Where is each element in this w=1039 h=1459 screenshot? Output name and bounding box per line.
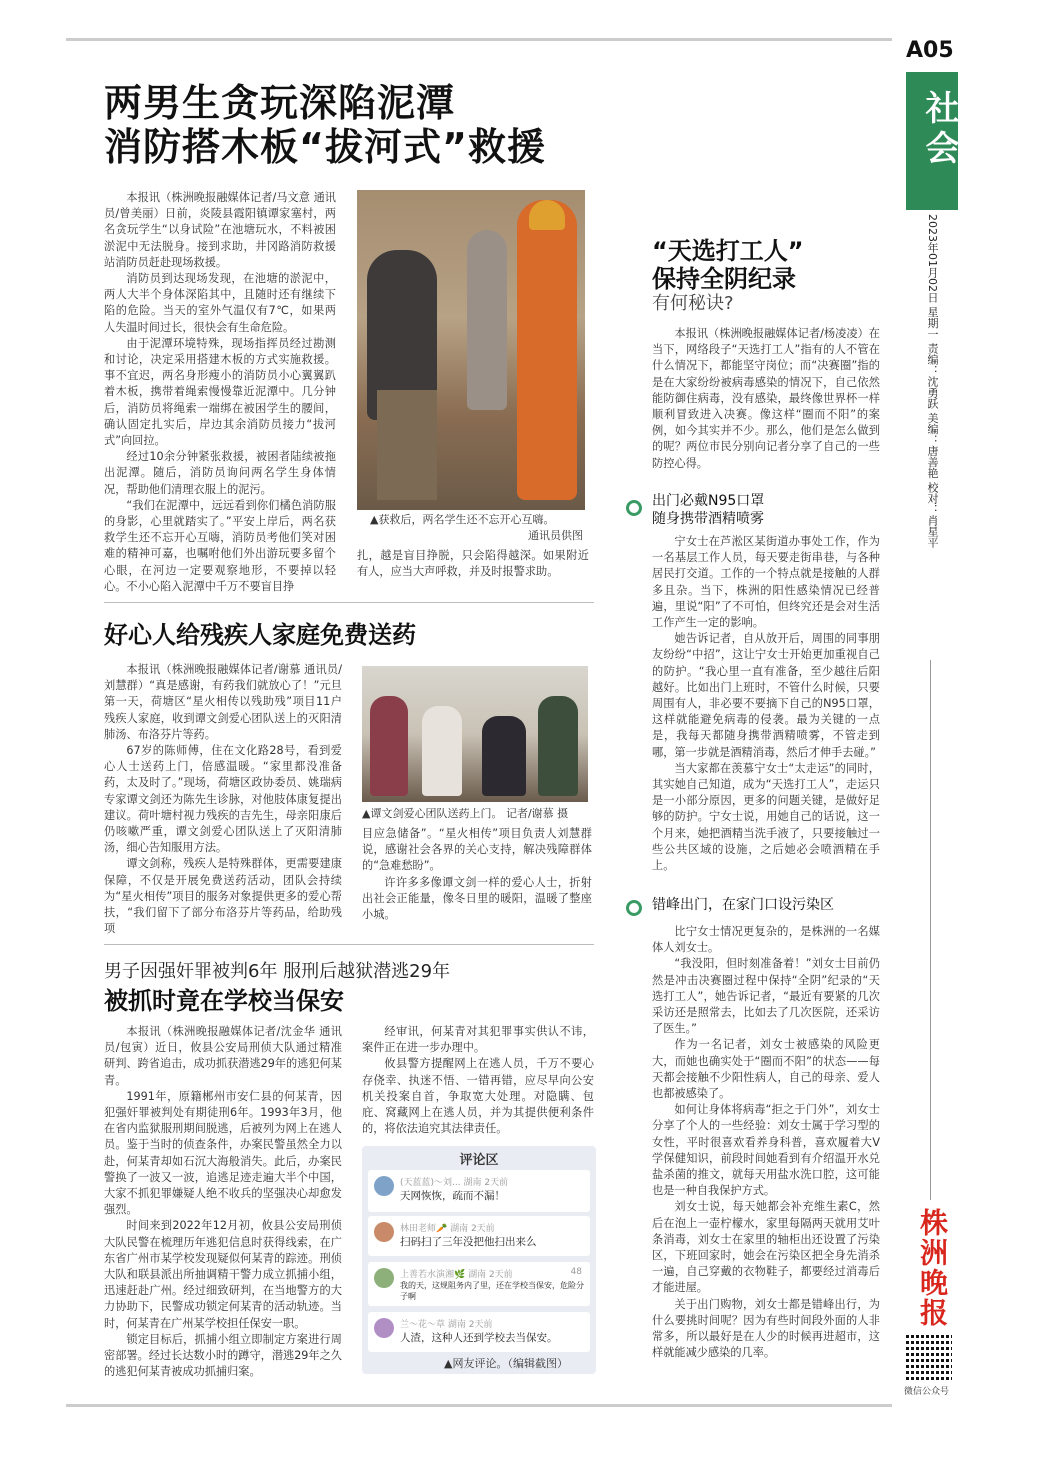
comment-item: (天蓝蓝)～刘... 湖南 2天前 天网恢恢，疏而不漏！ (368, 1170, 590, 1212)
page-number: A05 (906, 38, 954, 63)
comment-header: 评论区 (459, 1153, 499, 1168)
divider-2 (104, 944, 594, 945)
article4-sub2-body: 比宁女士情况更复杂的，是株洲的一名媒体人刘女士。 “我没阳，但时刻准备着！”刘女士目前仍然是冲击决赛圈过程中保持“全阴”纪录的“天选打工人”，她告诉记者，“最近有要紧的几次采访还是照常去，比如去了几次医院，还采访了医生。” 作为一名记者，刘女士被感染的风险更大，而她也确实处于“圈而不阳”的状态——每天都会接触不少阳性病人，自己的母亲、爱人也都被感染了。 如何让身体将病毒“拒之于门外”，刘女士分享了个人的一些经验：刘女士属于学习型的女性，平时很喜欢看养身科普，喜欢履着大V学保健知识，前段时间她看到有介绍温开水兑盐杀菌的推文，就每天用盐水洗口腔，这可能也是一种自我保护方式。 刘女士说，每天她都会补充维生素C，然后在泡上一壶柠檬水，家里每隔两天就用艾叶条消毒，刘女士在家里的轴柜出还设置了污染区，下班回家时，她会在污染区把全身先消杀一遍，自己穿戴的衣物鞋子，都要经过消毒后才能进屋。 关于出门购物，刘女士都是错峰出行，为什么要挑时间呢？因为有些时间段外面的人非常多，所以最好是在人少的时候再进超市，这样就能减少感染的几率。 (652, 925, 880, 1360)
subhead-marker-1 (626, 500, 642, 516)
divider-1 (104, 602, 594, 603)
article3-body-col1: 本报讯（株洲晚报融媒体记者/沈金华 通讯员/包寅）近日，攸县公安局刑侦大队通过精准研判、跨省追击，成功抓获潜逃29年的逃犯何某青。 1991年，原籍郴州市安仁县的何某青，因犯强奸罪被判处有期徒刑6年。1993年3月，他在省内监狱服刑期间脱逃，后被列为网上在逃人员。鉴于当时的侦查条件，办案民警虽然全力以赴，何某青却如石沉大海般消失。此后，办案民警换了一波又一波，追逃足迹走遍大半个中国，大家不抓犯罪嫌疑人绝不收兵的坚强决心却愈发强烈。 时间来到2022年12月初，攸县公安局刑侦大队民警在梳理历年逃犯信息时获得线索，在广东省广州市某学校发现疑似何某青的踪迹。刑侦大队和联县派出所抽调精干警力成立抓捕小组，迅速赶赴广州。经过细致研判，在当地警方的大力协助下，民警成功锁定何某青的活动轨迹。当时，何某青在广州某学校担任保安一职。 锁定目标后，抓捕小组立即制定方案进行周密部署。经过长达数小时的蹲守，潜逃29年之久的逃犯何某青被成功抓捕归案。 (104, 1025, 342, 1379)
avatar (374, 1268, 394, 1288)
article1-title-line2: 消防搭木板“拔河式”救援 (104, 125, 546, 169)
rescue-photo (357, 190, 585, 510)
article4-subtitle: 有何秘诀? (652, 293, 734, 314)
article4-sub1-body: 宁女士在芦淞区某街道办事处工作，作为一名基层工作人员，每天要走街串巷，与各种居民打交道。工作的一个特点就是接触的人群多且杂。当下，株洲的阳性感染情况已经普遍，里说“阳”了不可怕，但终究还是会对生活工作产生一定的影响。 她告诉记者，自从放开后，周围的同事朋友纷纷“中招”，这让宁女士开始更加重视自己的防护。“我心里一直有准备，至少越往后阳越好。比如出门上班时，不管什么时候，只要周围有人，非必要不要摘下自己的N95口罩，这样就能避免病毒的侵袭。最为关键的一点是，我每天都随身携带酒精喷雾，不管走到哪，第一步就是酒精消毒，然后才伸手去碰。” 当大家都在羡慕宁女士“太走运”的同时，其实她自己知道，成为“天选打工人”，走运只是一小部分原因，更多的问题关键，是做好足够的防护。宁女士说，用她自己的话说，这一个月来，她把酒精当洗手液了，只要接触过一些公共区域的设施，之后她必会喷酒精在手上。 (652, 535, 880, 873)
article2-title: 好心人给残疾人家庭免费送药 (104, 621, 416, 649)
rescue-photo-caption: ▲获救后，两名学生还不忘开心互嗨。 (370, 513, 555, 526)
article3-body-col2: 经审讯，何某青对其犯罪事实供认不讳，案件正在进一步办理中。 攸县警方提醒网上在逃人员，千万不要心存侥幸、执迷不悟、一错再错，应尽早向公安机关投案自首，争取宽大处理。对隐瞒、包庇、窝藏网上在逃人员，并为其提供便利条件的，将依法追究其法律责任。 (362, 1025, 594, 1136)
comment-item: 上善若水演湘🌿 湖南 2天前 48 我的天，这规阻务内了里，还在学校当保安，危险分子啊 (368, 1262, 590, 1306)
comment-item: 兰～花～草 湖南 2天前 人渣，这种人还到学校去当保安。 (368, 1312, 590, 1352)
avatar (374, 1176, 394, 1196)
top-rule (66, 38, 892, 41)
article1-title-line1: 两男生贪玩深陷泥潭 (104, 81, 456, 125)
masthead-logo: 株洲晚报 (916, 1208, 949, 1328)
sidebar-rule (930, 660, 931, 1200)
article2-body-col2: 目应急储备”。“星火相传”项目负责人刘慧群说，感谢社会各界的关心支持，解决残障群体的“急难愁盼”。 许许多多像谭文剑一样的爱心人士，折射出社会正能量，像冬日里的暖阳，温暖了整座小城。 (362, 827, 592, 922)
article1-body-col2: 扎，越是盲目挣脱，只会陷得越深。如果附近有人，应当大声呼救，并及时报警求助。 (357, 549, 589, 579)
comment-caption: ▲网友评论。（编辑截图） (444, 1357, 568, 1370)
article4-sub1-line2: 随身携带酒精喷雾 (652, 511, 764, 527)
article4-title-line2: 保持全阴纪录 (652, 265, 796, 293)
article4-intro: 本报讯（株洲晚报融媒体记者/杨凌凌）在当下，网络段子“天选打工人”指有的人不管在什么情况下，都能坚守岗位；而“决赛圈”指的是在大家纷纷被病毒感染的情况下，自己依然能防御住病毒，没有感染，最终像世界杯一样顺利冒致进入决赛。像这样“圈而不阳”的案例，如今其实并不少。那么，他们是怎么做到的呢？两位市民分别向记者分享了自己的一些防控心得。 (652, 327, 880, 470)
article3-kicker: 男子因强奸罪被判6年 服刑后越狱潜逃29年 (104, 961, 451, 982)
subhead-marker-2 (626, 900, 642, 916)
rescue-photo-credit: 通讯员供图 (528, 529, 583, 542)
bottom-rule (66, 1404, 892, 1407)
article4-title-line1: “天选打工人” (652, 237, 804, 265)
comment-item: 林田老师🥕 湖南 2天前 扫码扫了三年没把他扫出来么 (368, 1216, 590, 1256)
article3-title: 被抓时竟在学校当保安 (104, 987, 344, 1015)
medicine-photo (362, 666, 588, 802)
article2-body-col1: 本报讯（株洲晚报融媒体记者/谢慕 通讯员/刘慧群）“真是感谢，有药我们就放心了！”元旦第一天，荷塘区“星火相传以残助残”项目11户残疾人家庭，收到谭文剑爱心团队送上的灭阳清肺汤、布洛芬片等药。 67岁的陈师傅，住在文化路28号，看到爱心人士送药上门，倍感温暖。“家里都没准备药，太及时了。”现场，荷塘区政协委员、姚瑞病专家谭文剑还为陈先生诊脉，对他肢体康复提出建议。荷叶塘村视力残疾的吉先生，母亲阳康后仍咳嗽严重，谭文剑爱心团队送上了灭阳清肺汤，细心告知服用方法。 谭文剑称，残疾人是特殊群体，更需要建康保障，不仅是开展免费送药活动，团队会持续为“星火相传”项目的服务对象提供更多的爱心帮扶，“我们留下了部分布洛芬片等药品，给助残项 (104, 663, 342, 936)
section-tab (906, 72, 958, 210)
article1-body-col1: 本报讯（株洲晚报融媒体记者/马文意 通讯员/曾美丽）日前，炎陵县霞阳镇谭家塞村，两名贪玩学生“以身试险”在池塘玩水，不料被困淤泥中无法脱身。接到求助，井冈路消防救援站消防员赶赴现场救援。 消防员到达现场发现，在池塘的淤泥中，两人大半个身体深陷其中，且随时还有继续下陷的危险。当天的室外气温仅有7℃，如果两人失温时间过长，很快会有生命危险。 由于泥潭环境特殊，现场指挥员经过勘测和讨论，决定采用搭建木板的方式实施救援。事不宜迟，两名身形瘦小的消防员小心翼翼趴着木板，携带着绳索慢慢靠近泥潭中。几分钟后，消防员将绳索一端绑在被困学生的腰间，确认固定扎实后，岸边其余消防员接力“拔河式”向回拉。 经过10余分钟紧张救援，被困者陆续被拖出泥潭。随后，消防员询问两名学生身体情况，帮助他们清理衣服上的泥污。 “我们在泥潭中，远远看到你们橘色消防服的身影，心里就踏实了。”平安上岸后，两名获救学生还不忘开心互嗨，消防员考他们笑对困难的精神可嘉，也嘱咐他们外出游玩要多留个心眼，在河边一定要观察地形，不要掉以轻心。不小心陷入泥潭中千万不要盲目挣 (104, 191, 336, 593)
avatar (374, 1318, 394, 1338)
comment-screenshot (362, 1146, 596, 1374)
date-line: 2023年01月02日 星期一 责编：沈勇跃 美编：唐善艳 校对：肖星平 (926, 214, 939, 548)
avatar (374, 1222, 394, 1242)
article4-sub2: 错峰出门，在家门口设污染区 (652, 897, 834, 913)
section-label: 社会 (919, 90, 959, 170)
article4-sub1-line1: 出门必戴N95口罩 (652, 493, 765, 509)
like-count: 48 (570, 1267, 582, 1277)
qr-code (906, 1334, 952, 1380)
medicine-photo-caption: ▲谭文剑爱心团队送药上门。 记者/谢慕 摄 (362, 807, 569, 820)
qr-label: 微信公众号 (904, 1387, 950, 1397)
